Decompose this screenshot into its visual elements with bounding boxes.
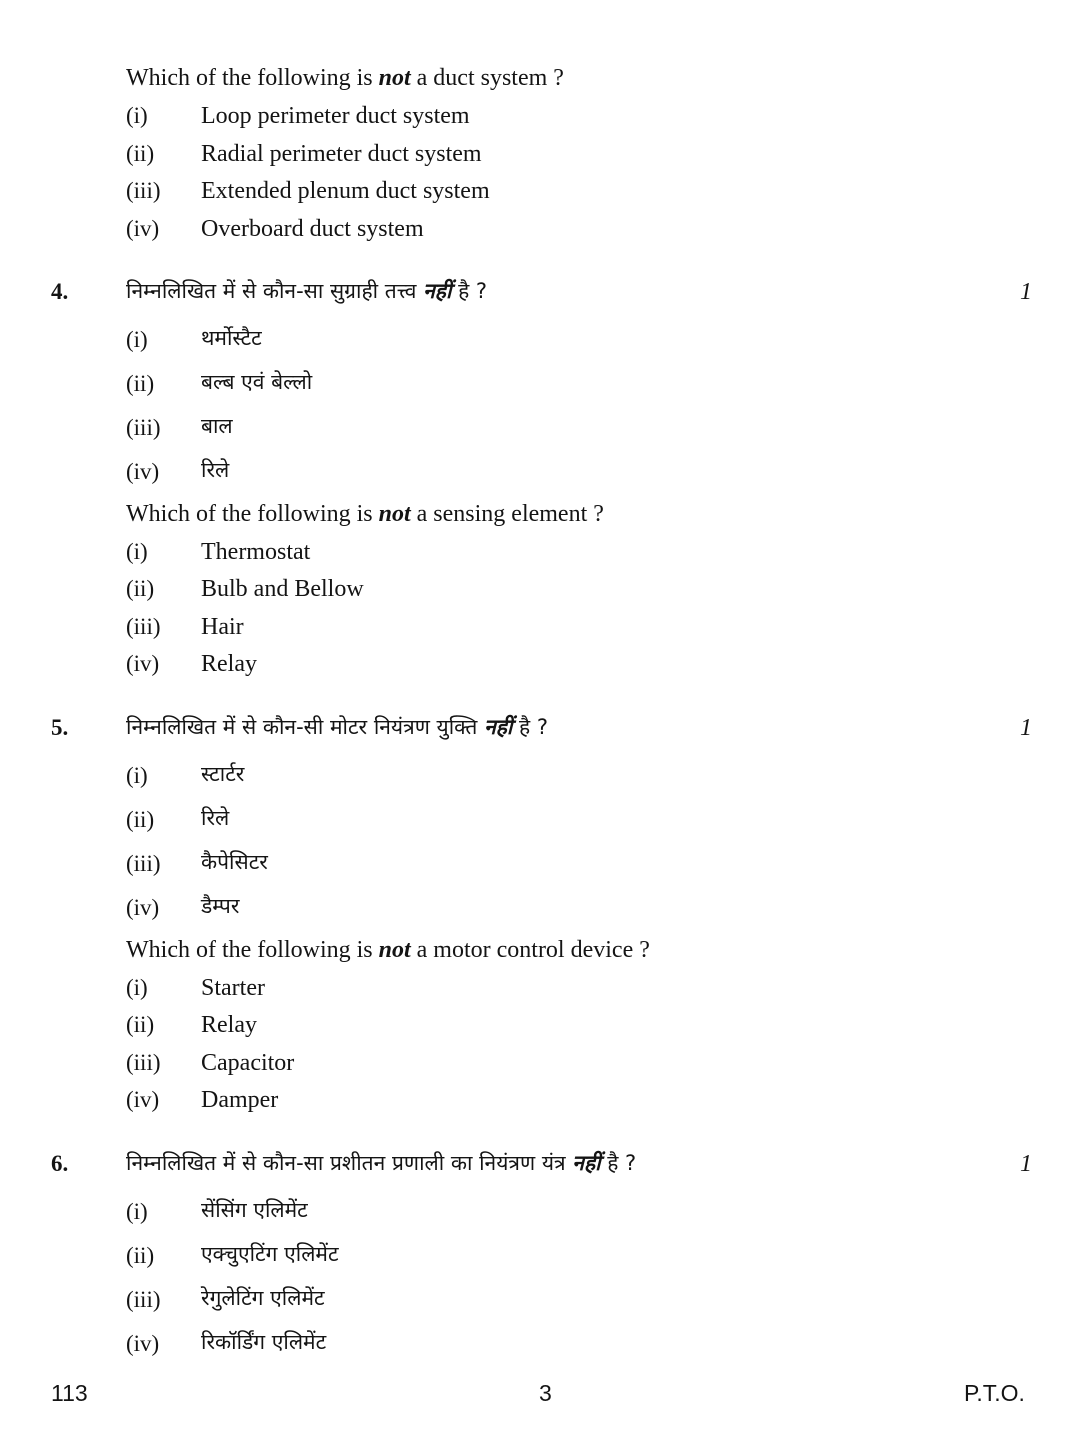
option-label: (i): [126, 763, 148, 788]
option-label: (i): [126, 327, 148, 352]
option-text: Damper: [201, 1087, 279, 1113]
option-text: Hair: [201, 614, 244, 640]
option-label: (i): [126, 103, 148, 128]
option-label: (ii): [126, 371, 155, 396]
option-label: (ii): [126, 141, 155, 166]
option-text: कैपेसिटर: [201, 850, 268, 874]
option-text: Relay: [201, 1012, 257, 1038]
question-number: 6.: [51, 1151, 69, 1176]
option-text: थर्मोस्टैट: [201, 326, 262, 350]
paper-code: 113: [51, 1380, 88, 1406]
q5-english-text: Which of the following is not a motor control device ?: [126, 937, 650, 963]
option-text: एक्चुएटिंग एलिमेंट: [201, 1242, 339, 1266]
option-label: (iii): [126, 178, 161, 203]
option-text: Loop perimeter duct system: [201, 103, 470, 129]
q3-english-text: Which of the following is not a duct system ?: [126, 65, 564, 91]
question-number: 5.: [51, 715, 69, 740]
option-label: (iii): [126, 614, 161, 639]
option-text: सेंसिंग एलिमेंट: [201, 1198, 308, 1222]
option-label: (ii): [126, 576, 155, 601]
option-label: (iv): [126, 216, 160, 241]
option-text: रिले: [201, 458, 230, 482]
option-text: रिले: [201, 806, 230, 830]
option-text: रेगुलेटिंग एलिमेंट: [201, 1286, 325, 1310]
option-text: Relay: [201, 651, 257, 677]
option-label: (iii): [126, 851, 161, 876]
option-label: (iii): [126, 415, 161, 440]
question-marks: 1: [1020, 715, 1032, 741]
option-text: बाल: [201, 414, 233, 438]
option-text: रिकॉर्डिंग एलिमेंट: [201, 1330, 327, 1354]
option-label: (iv): [126, 895, 160, 920]
q4-hindi-text: निम्नलिखित में से कौन-सा सुग्राही तत्त्व नहीं है ?: [126, 279, 488, 303]
q6-hindi-text: निम्नलिखित में से कौन-सा प्रशीतन प्रणाली का नियंत्रण यंत्र नहीं है ?: [126, 1151, 637, 1175]
question-marks: 1: [1020, 1151, 1032, 1177]
option-text: Thermostat: [201, 539, 311, 565]
page-number: 3: [539, 1380, 552, 1406]
option-label: (i): [126, 975, 148, 1000]
question-marks: 1: [1020, 279, 1032, 305]
option-label: (i): [126, 1199, 148, 1224]
option-label: (i): [126, 539, 148, 564]
option-label: (iii): [126, 1050, 161, 1075]
please-turn-over: P.T.O.: [964, 1380, 1025, 1406]
option-label: (iv): [126, 1087, 160, 1112]
option-text: स्टार्टर: [201, 762, 245, 786]
option-text: Starter: [201, 975, 265, 1001]
option-label: (ii): [126, 807, 155, 832]
question-number: 4.: [51, 279, 69, 304]
option-text: डैम्पर: [201, 894, 240, 918]
option-label: (iv): [126, 651, 160, 676]
option-label: (iii): [126, 1287, 161, 1312]
option-label: (ii): [126, 1243, 155, 1268]
option-label: (ii): [126, 1012, 155, 1037]
option-label: (iv): [126, 1331, 160, 1356]
option-label: (iv): [126, 459, 160, 484]
option-text: Overboard duct system: [201, 216, 424, 242]
q5-hindi-text: निम्नलिखित में से कौन-सी मोटर नियंत्रण युक्ति नहीं है ?: [126, 715, 548, 739]
q4-english-text: Which of the following is not a sensing element ?: [126, 501, 604, 527]
option-text: Bulb and Bellow: [201, 576, 364, 602]
option-text: Extended plenum duct system: [201, 178, 490, 204]
option-text: बल्ब एवं बेल्लो: [201, 370, 313, 394]
option-text: Radial perimeter duct system: [201, 141, 482, 167]
option-text: Capacitor: [201, 1050, 295, 1076]
